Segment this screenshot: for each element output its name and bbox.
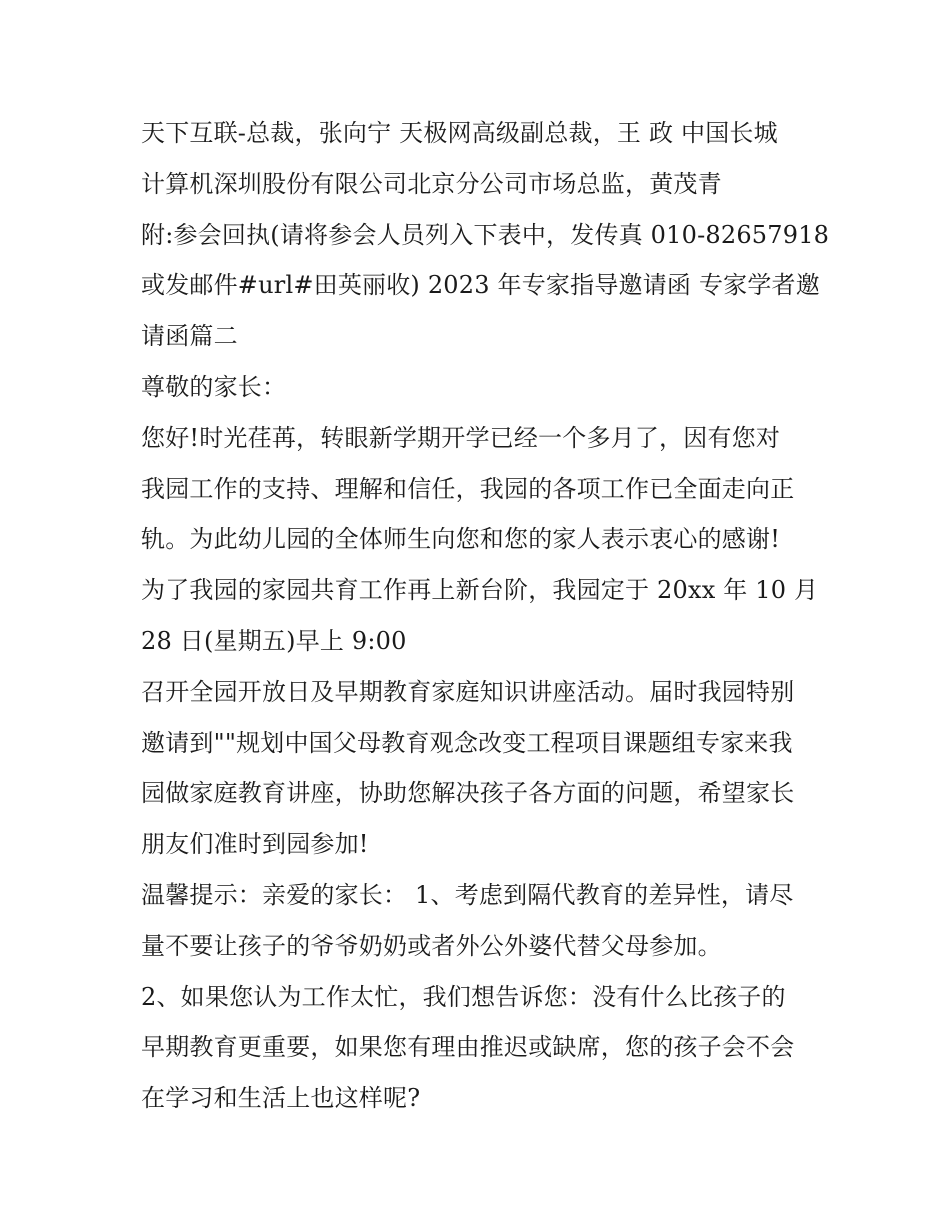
text-line: 或发邮件#url#田英丽收) 2023 年专家指导邀请函 专家学者邀 (141, 271, 820, 300)
text-line: 请函篇二 (141, 322, 238, 351)
text-line: 2、如果您认为工作太忙，我们想告诉您：没有什么比孩子的 (141, 982, 786, 1011)
text-line: 朋友们准时到园参加! (141, 830, 369, 859)
text-line: 召开全园开放日及早期教育家庭知识讲座活动。届时我园特别 (141, 677, 795, 706)
text-line: 邀请到""规划中国父母教育观念改变工程项目课题组专家来我 (141, 728, 793, 757)
text-line: 附:参会回执(请将参会人员列入下表中，发传真 010-82657918 (141, 220, 830, 249)
text-line: 早期教育更重要，如果您有理由推迟或缺席，您的孩子会不会 (141, 1033, 795, 1062)
text-line: 园做家庭教育讲座，协助您解决孩子各方面的问题，希望家长 (141, 779, 795, 808)
document-body (141, 108, 831, 1124)
text-line: 在学习和生活上也这样呢? (141, 1084, 421, 1113)
text-line: 为了我园的家园共育工作再上新台阶，我园定于 20xx 年 10 月 (141, 576, 819, 605)
text-line: 我园工作的支持、理解和信任，我园的各项工作已全面走向正 (141, 474, 795, 503)
text-line: 天下互联-总裁，张向宁 天极网高级副总裁，王 政 中国长城 (141, 119, 778, 147)
text-line: 您好!时光荏苒，转眼新学期开学已经一个多月了，因有您对 (141, 423, 781, 452)
text-line: 温馨提示：亲爱的家长： 1、考虑到隔代教育的差异性，请尽 (141, 880, 794, 909)
text-line: 28 日(星期五)早上 9:00 (141, 626, 407, 655)
text-line: 量不要让孩子的爷爷奶奶或者外公外婆代替父母参加。 (141, 931, 722, 960)
salutation: 尊敬的家长： (141, 372, 287, 401)
text-line: 轨。为此幼儿园的全体师生向您和您的家人表示衷心的感谢! (141, 525, 781, 554)
text-line: 计算机深圳股份有限公司北京分公司市场总监，黄茂青 (141, 169, 722, 198)
